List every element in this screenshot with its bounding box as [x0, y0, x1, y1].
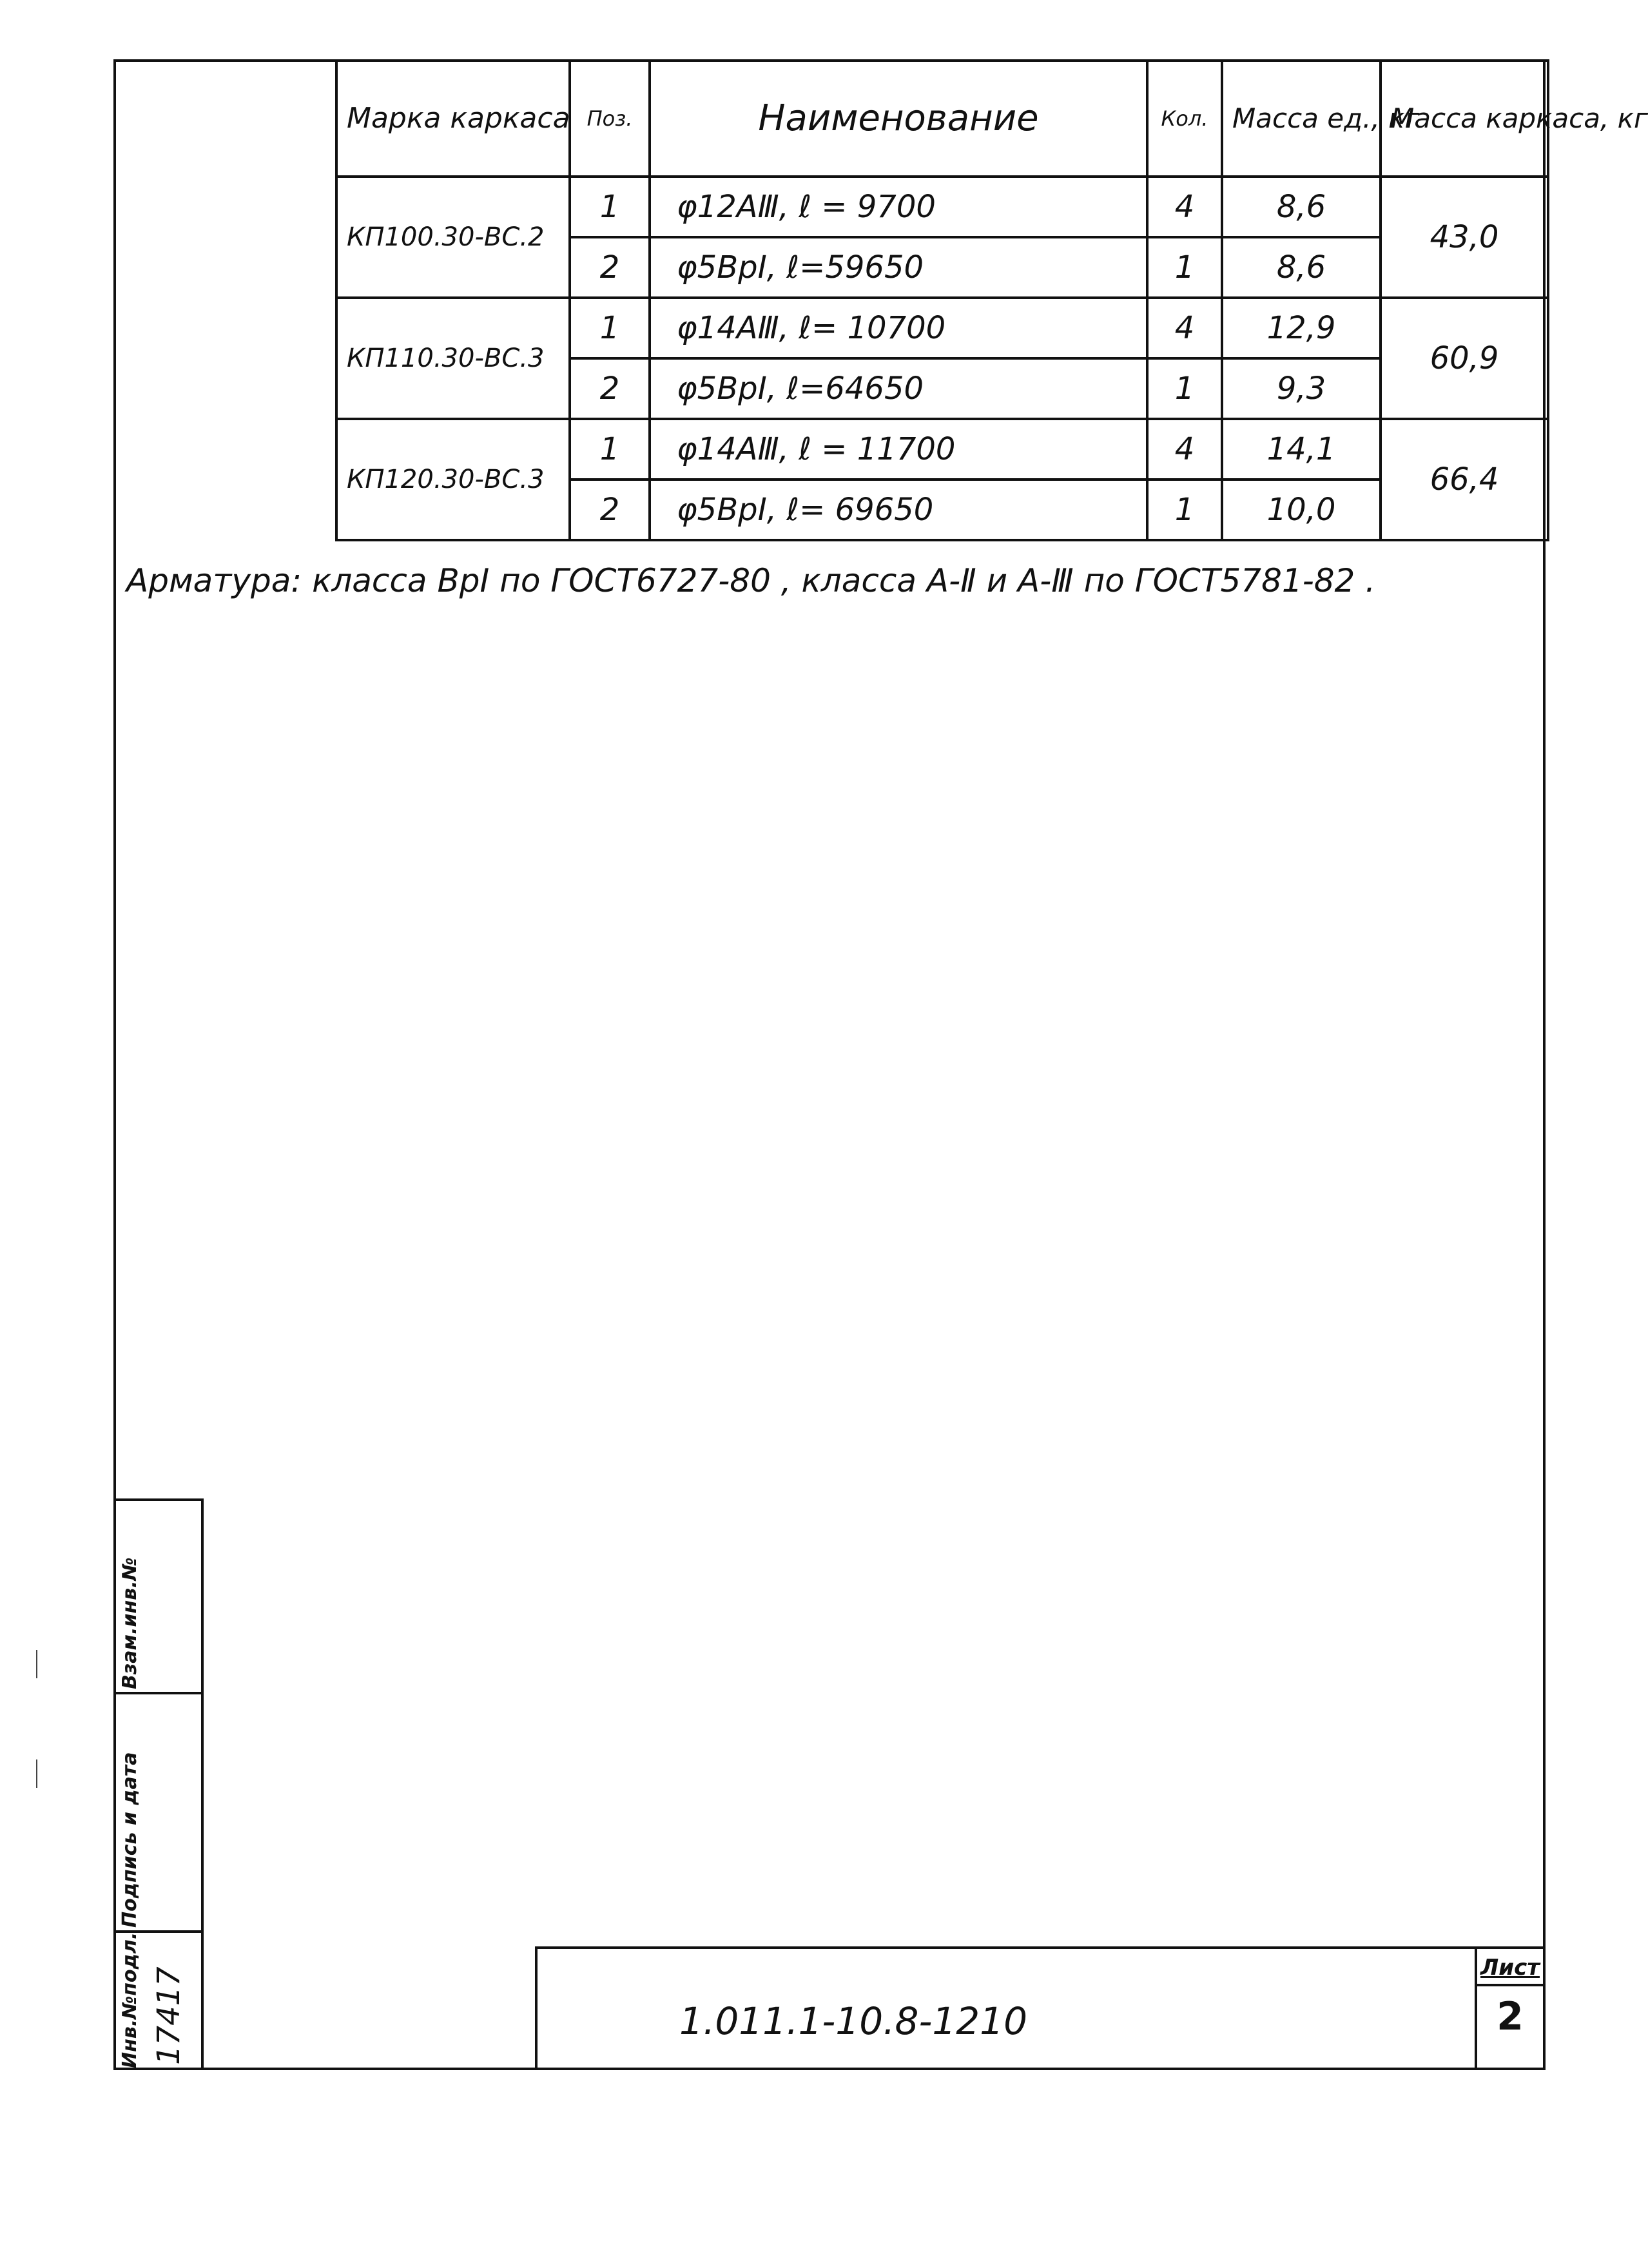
approval-stamp [113, 1498, 204, 2070]
unit-mass: 14,1 [1222, 419, 1381, 480]
item-name: φ14АⅢ, ℓ= 10700 [650, 298, 1147, 358]
unit-mass: 10,0 [1222, 480, 1381, 540]
frame-mass: 43,0 [1381, 177, 1548, 298]
sign-label: Подпись и дата [119, 1752, 141, 1928]
reinforcement-note: Арматура: класса ВрI по ГОСТ6727-80 , класса А-Ⅱ и А-Ⅲ по ГОСТ5781-82 . [126, 562, 1376, 599]
title-block [535, 1946, 1546, 2070]
inv-value: 17417 [151, 1966, 187, 2065]
unit-mass: 8,6 [1222, 177, 1381, 237]
position: 2 [570, 237, 650, 298]
position: 2 [570, 358, 650, 419]
quantity: 1 [1147, 358, 1222, 419]
table-row [336, 177, 1548, 237]
item-name: φ14АⅢ, ℓ = 11700 [650, 419, 1147, 480]
item-name: φ12АⅢ, ℓ = 9700 [650, 177, 1147, 237]
specification-table [335, 59, 1648, 541]
quantity: 4 [1147, 419, 1222, 480]
sheet-label: Лист [1477, 1949, 1543, 1986]
table-row [336, 298, 1548, 358]
frame-mark: КП120.30-ВС.3 [336, 419, 570, 540]
header-mark: Марка каркаса [336, 61, 570, 177]
frame-mark: КП100.30-ВС.2 [336, 177, 570, 298]
document-designation: 1.011.1-10.8-1210 [679, 1999, 1027, 2043]
sign-cell [113, 1694, 201, 1933]
position: 1 [570, 419, 650, 480]
header-pos: Поз. [570, 61, 650, 177]
quantity: 4 [1147, 177, 1222, 237]
quantity: 4 [1147, 298, 1222, 358]
header-qty: Кол. [1147, 61, 1222, 177]
position: 1 [570, 177, 650, 237]
position: 1 [570, 298, 650, 358]
table-header-row [336, 61, 1548, 177]
item-name: φ5ВрI, ℓ=59650 [650, 237, 1147, 298]
quantity: 1 [1147, 237, 1222, 298]
frame-mark: КП110.30-ВС.3 [336, 298, 570, 419]
frame-mass: 60,9 [1381, 298, 1548, 419]
unit-mass: 9,3 [1222, 358, 1381, 419]
frame-mass: 66,4 [1381, 419, 1548, 540]
sheet-box [1475, 1946, 1546, 2070]
header-name: Наименование [650, 61, 1147, 177]
header-frame-mass: Масса каркаса, кг [1381, 61, 1548, 177]
vzam-label: Взам.инв.№ [119, 1557, 141, 1689]
quantity: 1 [1147, 480, 1222, 540]
margin-tick [36, 1650, 37, 1678]
unit-mass: 8,6 [1222, 237, 1381, 298]
inv-cell [113, 1933, 201, 2073]
inv-label: Инв.№подл. [119, 1932, 141, 2068]
unit-mass: 12,9 [1222, 298, 1381, 358]
table-row [336, 419, 1548, 480]
header-unit-mass: Масса ед., кг [1222, 61, 1381, 177]
sheet-number: 2 [1497, 1994, 1524, 2039]
position: 2 [570, 480, 650, 540]
vzam-cell [113, 1501, 201, 1694]
item-name: φ5ВрI, ℓ=64650 [650, 358, 1147, 419]
item-name: φ5ВрI, ℓ= 69650 [650, 480, 1147, 540]
margin-tick [36, 1759, 37, 1788]
